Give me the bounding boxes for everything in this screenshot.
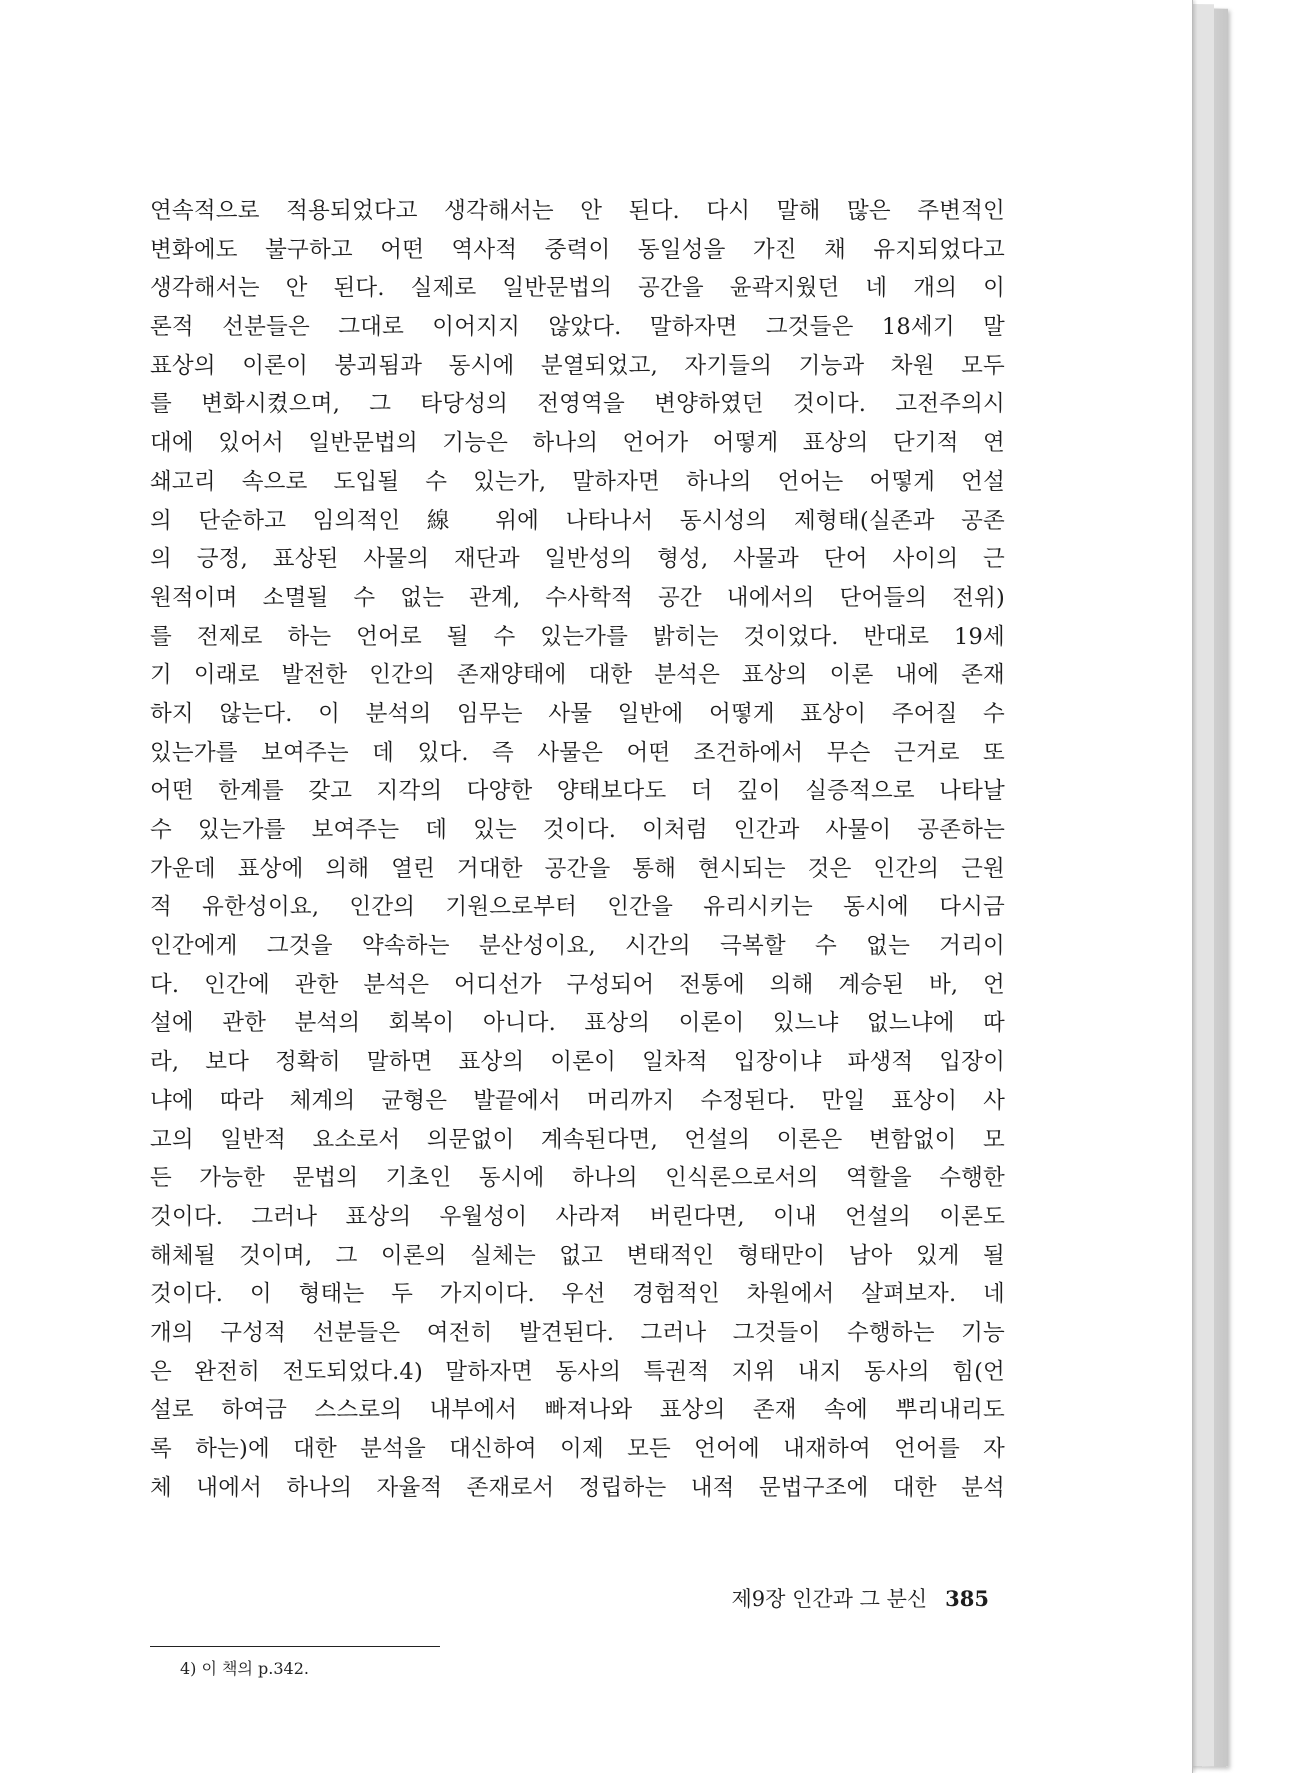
text-line: 개의 구성적 선분들은 여전히 발견된다. 그러나 그것들이 수행하는 기능: [150, 1319, 1005, 1346]
text-line: 를 전제로 하는 언어로 될 수 있는가를 밝히는 것이었다. 반대로 19세: [150, 623, 1005, 650]
text-line: 론적 선분들은 그대로 이어지지 않았다. 말하자면 그것들은 18세기 말: [150, 314, 1005, 341]
text-line: 생각해서는 안 된다. 실제로 일반문법의 공간을 윤곽지웠던 네 개의 이: [150, 275, 1005, 302]
text-line: 원적이며 소멸될 수 없는 관계, 수사학적 공간 내에서의 단어들의 전위): [150, 584, 1005, 611]
text-line: 수 있는가를 보여주는 데 있는 것이다. 이처럼 인간과 사물이 공존하는: [150, 817, 1005, 843]
body-text: [150, 192, 1005, 1507]
text-line: 은 완전히 전도되었다.4) 말하자면 동사의 특권적 지위 내지 동사의 힘(언: [150, 1358, 1005, 1385]
chapter-title: 제9장 인간과 그 분신: [731, 1587, 928, 1611]
text-line: 쇄고리 속으로 도입될 수 있는가, 말하자면 하나의 언어는 어떻게 언설: [150, 468, 1005, 495]
text-line: 있는가를 보여주는 데 있다. 즉 사물은 어떤 조건하에서 무슨 근거로 또: [150, 739, 1005, 766]
text-line: 의 긍정, 표상된 사물의 재단과 일반성의 형성, 사물과 단어 사이의 근: [150, 546, 1005, 573]
text-line: 것이다. 이 형태는 두 가지이다. 우선 경험적인 차원에서 살펴보자. 네: [150, 1281, 1005, 1308]
page-number: 385: [945, 1586, 989, 1611]
text-line: 연속적으로 적용되었다고 생각해서는 안 된다. 다시 말해 많은 주변적인: [150, 198, 1005, 224]
text-line: 적 유한성이요, 인간의 기원으로부터 인간을 유리시키는 동시에 다시금: [150, 894, 1005, 921]
footnote-rule: [150, 1646, 440, 1647]
footnote: 4) 이 책의 p.342.: [180, 1659, 310, 1678]
text-line: 냐에 따라 체계의 균형은 발끝에서 머리까지 수정된다. 만일 표상이 사: [150, 1087, 1005, 1114]
text-line: 고의 일반적 요소로서 의문없이 계속된다면, 언설의 이론은 변함없이 모: [150, 1126, 1005, 1153]
text-line: 록 하는)에 대한 분석을 대신하여 이제 모든 언어에 내재하여 언어를 자: [150, 1436, 1005, 1462]
text-line: 하지 않는다. 이 분석의 임무는 사물 일반에 어떻게 표상이 주어질 수: [150, 700, 1005, 727]
text-line: 변화에도 불구하고 어떤 역사적 중력이 동일성을 가진 채 유지되었다고: [150, 236, 1005, 263]
text-line: 기 이래로 발전한 인간의 존재양태에 대한 분석은 표상의 이론 내에 존재: [150, 662, 1005, 689]
text-line: 것이다. 그러나 표상의 우월성이 사라져 버린다면, 이내 언설의 이론도: [150, 1203, 1005, 1230]
text-line: 설로 하여금 스스로의 내부에서 빠져나와 표상의 존재 속에 뿌리내리도: [150, 1397, 1005, 1424]
page-stack-edge-inner: [1190, 4, 1214, 1766]
text-line: 를 변화시켰으며, 그 타당성의 전영역을 변양하였던 것이다. 고전주의시: [150, 391, 1005, 418]
text-line: 다. 인간에 관한 분석은 어디선가 구성되어 전통에 의해 계승된 바, 언: [150, 971, 1005, 998]
text-line: 대에 있어서 일반문법의 기능은 하나의 언어가 어떻게 표상의 단기적 연: [150, 430, 1005, 457]
text-line: 라, 보다 정확히 말하면 표상의 이론이 일차적 입장이냐 파생적 입장이: [150, 1049, 1005, 1076]
text-line: 표상의 이론이 붕괴됨과 동시에 분열되었고, 자기들의 기능과 차원 모두: [150, 352, 1005, 379]
text-line: 인간에게 그것을 약속하는 분산성이요, 시간의 극복할 수 없는 거리이: [150, 933, 1005, 960]
text-line: 체 내에서 하나의 자율적 존재로서 정립하는 내적 문법구조에 대한 분석: [150, 1474, 1005, 1501]
text-line: 해체될 것이며, 그 이론의 실체는 없고 변태적인 형태만이 남아 있게 될: [150, 1242, 1005, 1269]
running-footer: [731, 1583, 989, 1613]
text-line: 든 가능한 문법의 기초인 동시에 하나의 인식론으로서의 역할을 수행한: [150, 1165, 1005, 1192]
text-line: 가운데 표상에 의해 열린 거대한 공간을 통해 현시되는 것은 인간의 근원: [150, 855, 1005, 882]
text-line: 어떤 한계를 갖고 지각의 다양한 양태보다도 더 깊이 실증적으로 나타날: [150, 778, 1005, 805]
text-line: 설에 관한 분석의 회복이 아니다. 표상의 이론이 있느냐 없느냐에 따: [150, 1010, 1005, 1037]
text-line: 의 단순하고 임의적인 線 위에 나타나서 동시성의 제형태(실존과 공존: [150, 507, 1005, 534]
